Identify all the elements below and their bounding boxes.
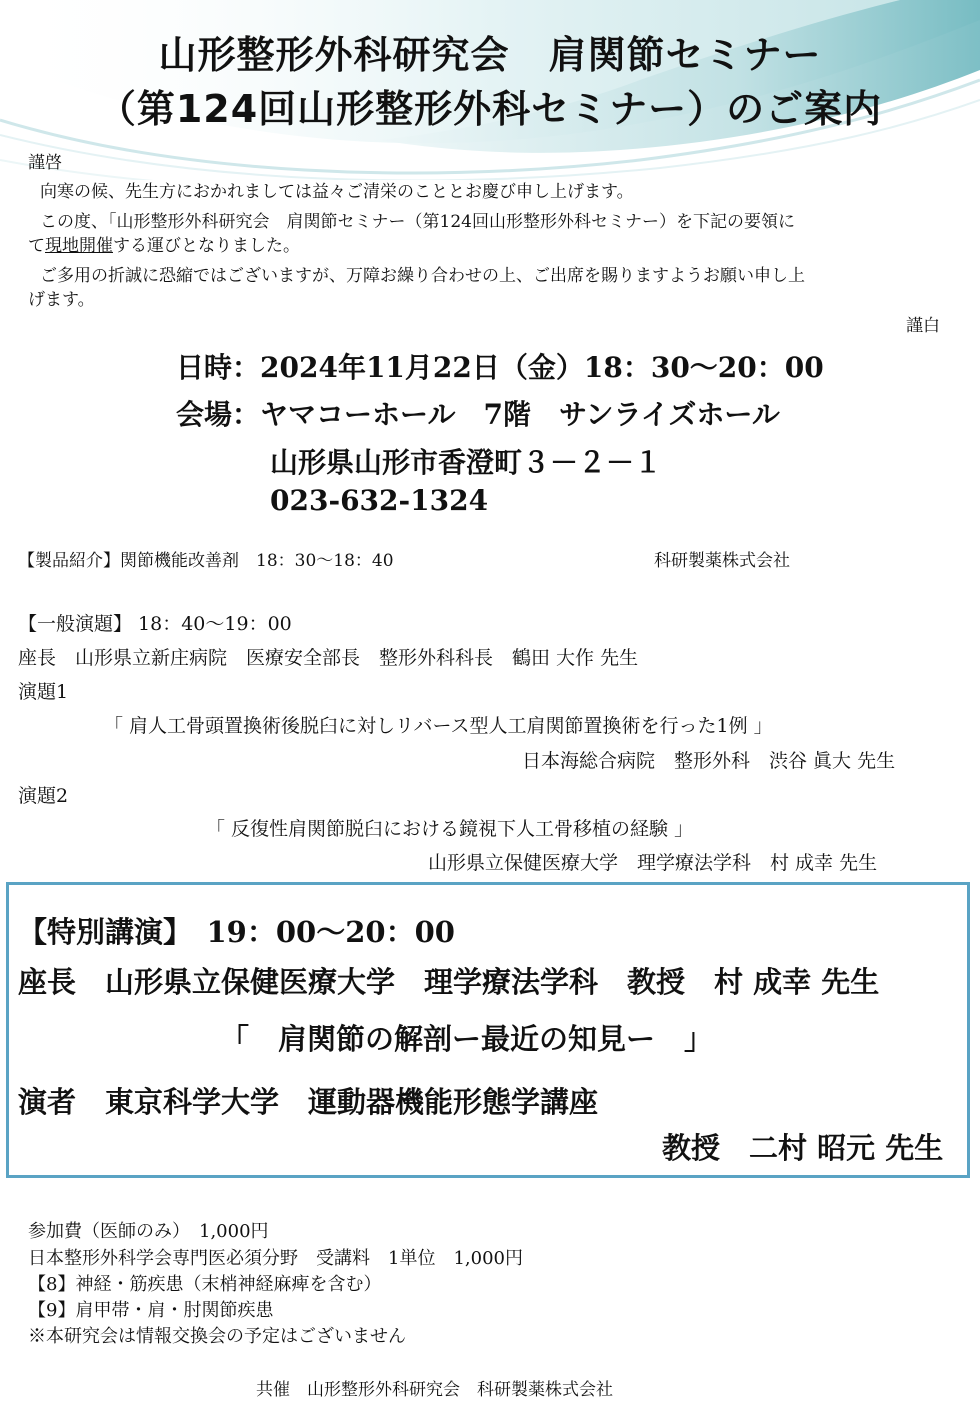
greeting-paragraph-2a: この度、「山形整形外科研究会 肩関節セミナー（第124回山形整形外科セミナー）を下記の要領に [40, 212, 795, 232]
greeting-p2b-pre: て [28, 236, 45, 256]
credit-category-9: 【9】肩甲帯・肩・肘関節疾患 [28, 1300, 274, 1321]
special-title: 「 肩関節の解剖ー最近の知見ー 」 [220, 1022, 714, 1056]
special-chair: 座長 山形県立保健医療大学 理学療法学科 教授 村 成幸 先生 [18, 965, 880, 999]
talk1-title: 「 肩人工骨頭置換術後脱臼に対しリバース型人工肩関節置換術を行った1例 」 [104, 715, 773, 737]
title-line-2: （第124回山形整形外科セミナー）のご案内 [97, 87, 883, 131]
special-speaker-line-2: 教授 二村 昭元 先生 [662, 1131, 944, 1165]
greeting-paragraph-2b [28, 231, 300, 256]
product-intro: 【製品紹介】関節機能改善剤 18：30～18：40 [18, 551, 394, 571]
venue-value: ヤマコーホール 7階 サンライズホール [260, 398, 780, 431]
venue-address: 山形県山形市香澄町３－２－１ [270, 446, 663, 479]
venue-label: 会場： [176, 398, 261, 431]
talk2-label: 演題2 [18, 785, 69, 807]
datetime-row [176, 346, 824, 386]
reception-note: ※本研究会は情報交換会の予定はございません [28, 1326, 406, 1347]
greeting-paragraph-3b: げます。 [28, 290, 95, 310]
venue-phone: 023-632-1324 [270, 484, 489, 517]
credit-category-8: 【8】神経・筋疾患（末梢神経麻痺を含む） [28, 1274, 382, 1295]
special-header: 【特別講演】 19：00～20：00 [18, 915, 455, 949]
venue-row [176, 393, 780, 433]
talk2-title: 「 反復性肩関節脱臼における鏡視下人工骨移植の経験 」 [206, 818, 694, 840]
onsite-emphasis: 現地開催 [45, 236, 113, 256]
datetime-value: 2024年11月22日（金）18：30～20：00 [260, 351, 824, 384]
greeting-p2b-post: する運びとなりました。 [113, 236, 300, 256]
participation-fee: 参加費（医師のみ） 1,000円 [28, 1221, 269, 1242]
title-line-1: 山形整形外科研究会 肩関節セミナー [158, 33, 822, 77]
credit-info: 日本整形外科学会専門医必須分野 受講料 1単位 1,000円 [28, 1248, 523, 1269]
greeting-kinpaku: 謹白 [906, 316, 940, 336]
product-company: 科研製薬株式会社 [654, 551, 790, 571]
greeting-paragraph-3a: ご多用の折誠に恐縮ではございますが、万障お繰り合わせの上、ご出席を賜りますようお願い申し上 [40, 266, 805, 286]
greeting-kinkei: 謹啓 [28, 153, 62, 173]
special-speaker-line-1: 演者 東京科学大学 運動器機能形態学講座 [18, 1085, 599, 1119]
greeting-paragraph-1: 向寒の候、先生方におかれましては益々ご清栄のこととお慶び申し上げます。 [40, 182, 634, 202]
talk1-speaker: 日本海総合病院 整形外科 渋谷 眞大 先生 [522, 750, 896, 772]
talk1-label: 演題1 [18, 681, 69, 703]
datetime-label: 日時： [176, 351, 261, 384]
cohost: 共催 山形整形外科研究会 科研製薬株式会社 [256, 1380, 613, 1400]
general-header: 【一般演題】 18：40～19：00 [18, 613, 292, 635]
general-chair: 座長 山形県立新庄病院 医療安全部長 整形外科科長 鶴田 大作 先生 [18, 647, 639, 669]
talk2-speaker: 山形県立保健医療大学 理学療法学科 村 成幸 先生 [428, 852, 878, 874]
